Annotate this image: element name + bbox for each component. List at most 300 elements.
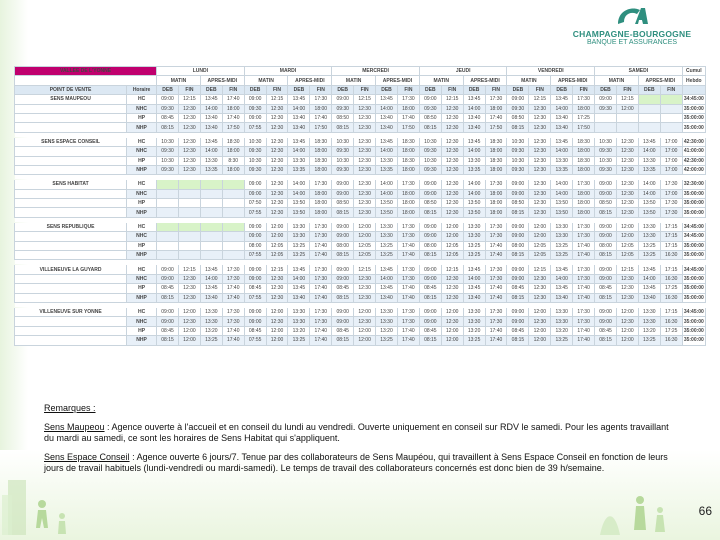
- time-cell: 08:45: [244, 284, 266, 293]
- schedule-type: NHC: [127, 317, 157, 326]
- time-cell: 09:00: [332, 307, 354, 316]
- time-cell: 17:40: [485, 293, 507, 302]
- site-name-blank: [15, 147, 127, 156]
- time-cell: 13:50: [551, 199, 573, 208]
- time-cell: 18:00: [310, 208, 332, 217]
- blank-header: [682, 85, 705, 94]
- time-cell: 17:25: [660, 326, 682, 335]
- time-cell: 18:00: [222, 165, 244, 174]
- time-cell: 18:00: [397, 199, 419, 208]
- time-cell: 10:30: [244, 137, 266, 146]
- time-cell: 08:15: [507, 251, 529, 260]
- time-cell: 09:30: [244, 104, 266, 113]
- remarks-section: [44, 403, 674, 482]
- time-cell: 14:00: [376, 104, 398, 113]
- time-cell: 18:00: [485, 165, 507, 174]
- time-cell: 17:25: [660, 284, 682, 293]
- time-cell: 09:00: [157, 274, 179, 283]
- time-cell: 12:05: [266, 241, 288, 250]
- time-cell: 17:30: [310, 274, 332, 283]
- time-cell: 18:00: [222, 104, 244, 113]
- time-cell: 13:25: [288, 251, 310, 260]
- time-cell: [200, 222, 222, 231]
- time-cell: [222, 251, 244, 260]
- weekly-total: 34:45:00: [683, 224, 704, 231]
- time-cell: 13:30: [638, 222, 660, 231]
- deb-header: DEB: [332, 85, 354, 94]
- time-cell: 17:30: [485, 307, 507, 316]
- time-cell: 12:30: [616, 199, 638, 208]
- time-cell: [638, 113, 660, 122]
- deb-header: DEB: [638, 85, 660, 94]
- time-cell: 13:25: [288, 336, 310, 345]
- time-cell: 12:30: [616, 156, 638, 165]
- site-name: SENS MAUPEOU: [15, 95, 127, 104]
- deb-header: DEB: [200, 85, 222, 94]
- time-cell: 09:00: [595, 232, 617, 241]
- time-cell: 09:00: [419, 189, 441, 198]
- time-cell: 17:40: [310, 251, 332, 260]
- schedule-type: HP: [127, 284, 157, 293]
- time-cell: 12:00: [354, 307, 376, 316]
- time-cell: 09:30: [157, 104, 179, 113]
- time-cell: 08:15: [507, 208, 529, 217]
- remarks-heading: Remarques :: [44, 403, 96, 413]
- logo-line-1: CHAMPAGNE-BOURGOGNE: [572, 29, 692, 39]
- time-cell: 12:30: [616, 274, 638, 283]
- time-cell: 18:00: [573, 208, 595, 217]
- time-cell: 12:00: [616, 336, 638, 345]
- time-cell: 08:45: [332, 326, 354, 335]
- site-name-blank: [15, 274, 127, 283]
- time-cell: 12:05: [529, 241, 551, 250]
- time-cell: [200, 251, 222, 260]
- weekly-total: 35:00:00: [683, 105, 704, 112]
- time-cell: 08:45: [332, 284, 354, 293]
- deb-header: DEB: [419, 85, 441, 94]
- time-cell: 10:30: [332, 156, 354, 165]
- time-cell: 12:30: [354, 293, 376, 302]
- time-cell: 13:50: [638, 208, 660, 217]
- time-cell: 12:30: [354, 199, 376, 208]
- weekly-total: 34:45:00: [683, 233, 704, 240]
- time-cell: 13:25: [463, 251, 485, 260]
- time-cell: 08:45: [419, 284, 441, 293]
- time-cell: 09:00: [244, 222, 266, 231]
- time-cell: 14:00: [638, 274, 660, 283]
- time-cell: 12:30: [529, 156, 551, 165]
- time-cell: 12:30: [266, 113, 288, 122]
- time-cell: 13:45: [551, 284, 573, 293]
- time-cell: 12:30: [354, 208, 376, 217]
- time-cell: 17:30: [660, 180, 682, 189]
- time-cell: 09:00: [507, 95, 529, 104]
- time-cell: [157, 232, 179, 241]
- time-cell: [595, 113, 617, 122]
- weekly-total: 35:00:00: [683, 294, 704, 301]
- time-cell: 13:25: [288, 241, 310, 250]
- time-cell: 14:00: [376, 274, 398, 283]
- time-cell: 17:00: [660, 189, 682, 198]
- time-cell: 13:50: [551, 208, 573, 217]
- time-cell: 17:40: [397, 336, 419, 345]
- time-cell: 12:30: [441, 208, 463, 217]
- deb-header: DEB: [595, 85, 617, 94]
- time-cell: 12:00: [529, 222, 551, 231]
- time-cell: 09:00: [332, 189, 354, 198]
- time-cell: 17:30: [222, 307, 244, 316]
- time-cell: 12:30: [178, 104, 200, 113]
- time-cell: 13:30: [463, 317, 485, 326]
- time-cell: [178, 251, 200, 260]
- time-cell: 12:00: [441, 307, 463, 316]
- time-cell: 13:30: [288, 307, 310, 316]
- time-cell: 17:30: [573, 180, 595, 189]
- time-cell: 18:30: [573, 156, 595, 165]
- time-cell: 08:15: [595, 336, 617, 345]
- time-cell: 18:30: [310, 156, 332, 165]
- time-cell: 08:50: [332, 113, 354, 122]
- fin-header: FIN: [178, 85, 200, 94]
- time-cell: 12:30: [354, 104, 376, 113]
- weekly-total: 35:00:00: [683, 337, 704, 344]
- time-cell: 12:00: [441, 336, 463, 345]
- time-cell: 12:30: [529, 199, 551, 208]
- time-cell: 13:20: [288, 326, 310, 335]
- time-cell: 14:00: [288, 274, 310, 283]
- time-cell: 17:30: [397, 274, 419, 283]
- time-cell: 17:30: [397, 307, 419, 316]
- time-cell: 12:30: [441, 189, 463, 198]
- time-cell: 12:30: [178, 147, 200, 156]
- time-cell: 09:00: [419, 265, 441, 274]
- time-cell: 18:00: [485, 147, 507, 156]
- site-name-blank: [15, 189, 127, 198]
- time-cell: 09:00: [332, 222, 354, 231]
- time-cell: 13:50: [638, 199, 660, 208]
- weekly-total: 41:00:00: [683, 148, 704, 155]
- time-cell: 13:45: [463, 137, 485, 146]
- time-cell: 17:30: [310, 317, 332, 326]
- time-cell: 17:40: [485, 326, 507, 335]
- time-cell: [178, 180, 200, 189]
- time-cell: 17:40: [310, 336, 332, 345]
- time-cell: 08:50: [419, 113, 441, 122]
- time-cell: 13:40: [638, 293, 660, 302]
- time-cell: 13:20: [200, 326, 222, 335]
- time-cell: 09:00: [507, 265, 529, 274]
- time-cell: 17:50: [397, 123, 419, 132]
- time-cell: 09:00: [419, 307, 441, 316]
- time-cell: 12:00: [178, 336, 200, 345]
- time-cell: 17:40: [397, 326, 419, 335]
- time-cell: 12:30: [441, 293, 463, 302]
- time-cell: 09:30: [332, 165, 354, 174]
- time-cell: 14:00: [638, 147, 660, 156]
- time-cell: [157, 241, 179, 250]
- time-cell: 13:25: [551, 251, 573, 260]
- time-cell: 13:30: [638, 307, 660, 316]
- time-cell: 08:15: [419, 208, 441, 217]
- time-cell: 12:15: [529, 95, 551, 104]
- time-cell: 12:00: [266, 326, 288, 335]
- time-cell: 10:30: [507, 137, 529, 146]
- time-cell: 12:30: [354, 274, 376, 283]
- time-cell: [616, 113, 638, 122]
- time-cell: 17:30: [485, 232, 507, 241]
- time-cell: 18:00: [222, 147, 244, 156]
- time-cell: 12:15: [616, 95, 638, 104]
- time-cell: 13:30: [551, 156, 573, 165]
- time-cell: 09:30: [419, 165, 441, 174]
- time-cell: 08:00: [595, 241, 617, 250]
- time-cell: 13:45: [376, 265, 398, 274]
- time-cell: 09:00: [595, 180, 617, 189]
- time-cell: 18:00: [485, 208, 507, 217]
- site-name-blank: [15, 104, 127, 113]
- time-cell: 14:00: [288, 104, 310, 113]
- weekly-total: 35:00:00: [683, 242, 704, 249]
- time-cell: 13:30: [376, 156, 398, 165]
- time-cell: 17:30: [397, 95, 419, 104]
- time-cell: 12:05: [441, 251, 463, 260]
- time-cell: 09:00: [244, 232, 266, 241]
- time-cell: 18:00: [310, 104, 332, 113]
- time-cell: 08:15: [419, 251, 441, 260]
- time-cell: 12:30: [441, 137, 463, 146]
- half-day-header: APRES-MIDI: [376, 76, 420, 85]
- time-cell: 12:05: [266, 251, 288, 260]
- time-cell: 18:00: [485, 199, 507, 208]
- time-cell: 12:05: [529, 251, 551, 260]
- weekly-total: 42:30:00: [683, 138, 704, 145]
- fin-header: FIN: [529, 85, 551, 94]
- time-cell: 13:30: [463, 232, 485, 241]
- schedule-type: HC: [127, 265, 157, 274]
- weekly-total: 35:00:00: [683, 115, 704, 122]
- schedule-type: NHC: [127, 274, 157, 283]
- time-cell: 17:00: [660, 137, 682, 146]
- remark-label: Sens Espace Conseil: [44, 452, 130, 462]
- time-cell: 13:30: [463, 222, 485, 231]
- time-cell: 13:45: [376, 95, 398, 104]
- day-header: JEUDI: [419, 67, 507, 76]
- site-name-blank: [15, 284, 127, 293]
- deb-header: DEB: [157, 85, 179, 94]
- time-cell: 17:40: [485, 241, 507, 250]
- time-cell: 12:30: [441, 180, 463, 189]
- schedule-type: HC: [127, 137, 157, 146]
- day-header: MERCREDI: [332, 67, 420, 76]
- time-cell: 08:15: [157, 336, 179, 345]
- time-cell: 14:00: [638, 180, 660, 189]
- weekly-total: 35:00:00: [683, 285, 704, 292]
- half-day-header: MATIN: [244, 76, 288, 85]
- time-cell: 08:15: [332, 293, 354, 302]
- time-cell: 13:30: [200, 317, 222, 326]
- time-cell: 14:00: [551, 274, 573, 283]
- deb-header: DEB: [507, 85, 529, 94]
- time-cell: 08:45: [507, 326, 529, 335]
- time-cell: 09:00: [244, 265, 266, 274]
- deb-header: DEB: [551, 85, 573, 94]
- time-cell: 13:45: [376, 284, 398, 293]
- weekly-total: 34:45:00: [683, 266, 704, 273]
- time-cell: 09:00: [419, 180, 441, 189]
- schedule-type: HP: [127, 113, 157, 122]
- horaire-header: Horaire: [127, 85, 157, 94]
- time-cell: 09:00: [595, 317, 617, 326]
- time-cell: 08:15: [595, 293, 617, 302]
- time-cell: 10:30: [157, 137, 179, 146]
- time-cell: 13:40: [288, 113, 310, 122]
- time-cell: 12:30: [266, 274, 288, 283]
- remark-label: Sens Maupeou: [44, 422, 105, 432]
- time-cell: 10:30: [419, 156, 441, 165]
- time-cell: 13:20: [376, 326, 398, 335]
- schedule-type: NHP: [127, 165, 157, 174]
- time-cell: 17:30: [485, 274, 507, 283]
- site-name-blank: [15, 113, 127, 122]
- time-cell: [616, 123, 638, 132]
- time-cell: 13:30: [200, 307, 222, 316]
- time-cell: 13:30: [376, 222, 398, 231]
- time-cell: [200, 189, 222, 198]
- deb-header: DEB: [376, 85, 398, 94]
- company-logo: [562, 4, 702, 52]
- time-cell: 12:00: [178, 307, 200, 316]
- time-cell: 17:30: [397, 222, 419, 231]
- fin-header: FIN: [616, 85, 638, 94]
- time-cell: 08:50: [595, 199, 617, 208]
- time-cell: [157, 251, 179, 260]
- time-cell: 13:45: [463, 284, 485, 293]
- time-cell: 12:00: [354, 336, 376, 345]
- time-cell: 13:25: [551, 241, 573, 250]
- time-cell: 09:30: [595, 147, 617, 156]
- time-cell: 12:30: [616, 180, 638, 189]
- time-cell: 12:30: [441, 104, 463, 113]
- site-name: VILLENEUVE LA GUYARD: [15, 265, 127, 274]
- time-cell: 08:15: [507, 123, 529, 132]
- time-cell: 14:00: [463, 180, 485, 189]
- time-cell: 12:15: [178, 95, 200, 104]
- time-cell: 13:25: [463, 336, 485, 345]
- time-cell: [178, 199, 200, 208]
- time-cell: 12:15: [354, 265, 376, 274]
- time-cell: 17:30: [485, 317, 507, 326]
- fin-header: FIN: [441, 85, 463, 94]
- time-cell: 14:00: [551, 147, 573, 156]
- time-cell: 10:30: [507, 156, 529, 165]
- time-cell: 12:30: [616, 317, 638, 326]
- time-cell: 08:15: [332, 251, 354, 260]
- time-cell: 12:05: [616, 241, 638, 250]
- time-cell: 18:00: [485, 189, 507, 198]
- time-cell: 12:30: [178, 137, 200, 146]
- cumul-header: Cumul: [682, 67, 705, 76]
- time-cell: 17:30: [485, 265, 507, 274]
- time-cell: 12:15: [266, 95, 288, 104]
- time-cell: 12:30: [354, 165, 376, 174]
- time-cell: 13:30: [463, 156, 485, 165]
- half-day-header: APRES-MIDI: [551, 76, 595, 85]
- time-cell: 12:30: [441, 165, 463, 174]
- time-cell: 12:30: [441, 147, 463, 156]
- time-cell: 17:30: [310, 265, 332, 274]
- time-cell: [638, 123, 660, 132]
- time-cell: 12:00: [354, 326, 376, 335]
- time-cell: 17:40: [222, 113, 244, 122]
- time-cell: 13:45: [288, 95, 310, 104]
- time-cell: 09:00: [507, 232, 529, 241]
- time-cell: 14:00: [200, 104, 222, 113]
- time-cell: 17:30: [573, 307, 595, 316]
- day-header: LUNDI: [157, 67, 245, 76]
- time-cell: 12:00: [616, 222, 638, 231]
- time-cell: 17:40: [222, 284, 244, 293]
- time-cell: 08:00: [419, 241, 441, 250]
- day-header: SAMEDI: [595, 67, 683, 76]
- time-cell: 08:00: [332, 241, 354, 250]
- time-cell: 08:50: [332, 199, 354, 208]
- time-cell: [660, 123, 682, 132]
- schedule-type: HC: [127, 307, 157, 316]
- time-cell: [200, 208, 222, 217]
- time-cell: 12:30: [529, 293, 551, 302]
- time-cell: 08:15: [507, 293, 529, 302]
- time-cell: 12:30: [266, 165, 288, 174]
- time-cell: 17:00: [660, 147, 682, 156]
- time-cell: 16:30: [660, 293, 682, 302]
- time-cell: 18:00: [397, 147, 419, 156]
- time-cell: 13:30: [288, 222, 310, 231]
- time-cell: 12:30: [441, 284, 463, 293]
- time-cell: 14:00: [551, 189, 573, 198]
- remark-text: : Agence ouverte 6 jours/7. Tenue par des collaborateurs de Sens Maupéou, qui travaillent à Sens Espace Conseil en fonction de leurs jours de travail habituels (lundi-vendredi ou mardi-samedi). Le temps de travail des collaborateurs concernés est donc bien de 39 h/semaine.: [44, 452, 668, 473]
- time-cell: 09:30: [595, 104, 617, 113]
- time-cell: 17:30: [573, 95, 595, 104]
- time-cell: 10:30: [157, 156, 179, 165]
- time-cell: 12:30: [529, 104, 551, 113]
- time-cell: 17:40: [222, 293, 244, 302]
- time-cell: 13:25: [376, 241, 398, 250]
- time-cell: 17:30: [397, 265, 419, 274]
- time-cell: 13:30: [551, 222, 573, 231]
- time-cell: 12:30: [266, 147, 288, 156]
- time-cell: 13:45: [463, 265, 485, 274]
- site-name-blank: [15, 293, 127, 302]
- time-cell: 17:40: [573, 293, 595, 302]
- time-cell: 12:30: [354, 137, 376, 146]
- time-cell: 13:45: [200, 137, 222, 146]
- time-cell: 09:00: [332, 180, 354, 189]
- time-cell: 12:30: [266, 123, 288, 132]
- time-cell: [222, 232, 244, 241]
- time-cell: 12:05: [354, 241, 376, 250]
- time-cell: 13:30: [288, 156, 310, 165]
- fin-header: FIN: [485, 85, 507, 94]
- half-day-header: APRES-MIDI: [638, 76, 682, 85]
- time-cell: [157, 189, 179, 198]
- time-cell: 13:40: [376, 113, 398, 122]
- time-cell: 13:50: [376, 199, 398, 208]
- time-cell: 09:00: [244, 113, 266, 122]
- time-cell: [222, 180, 244, 189]
- time-cell: 13:35: [200, 165, 222, 174]
- time-cell: 14:00: [463, 147, 485, 156]
- time-cell: 08:15: [595, 251, 617, 260]
